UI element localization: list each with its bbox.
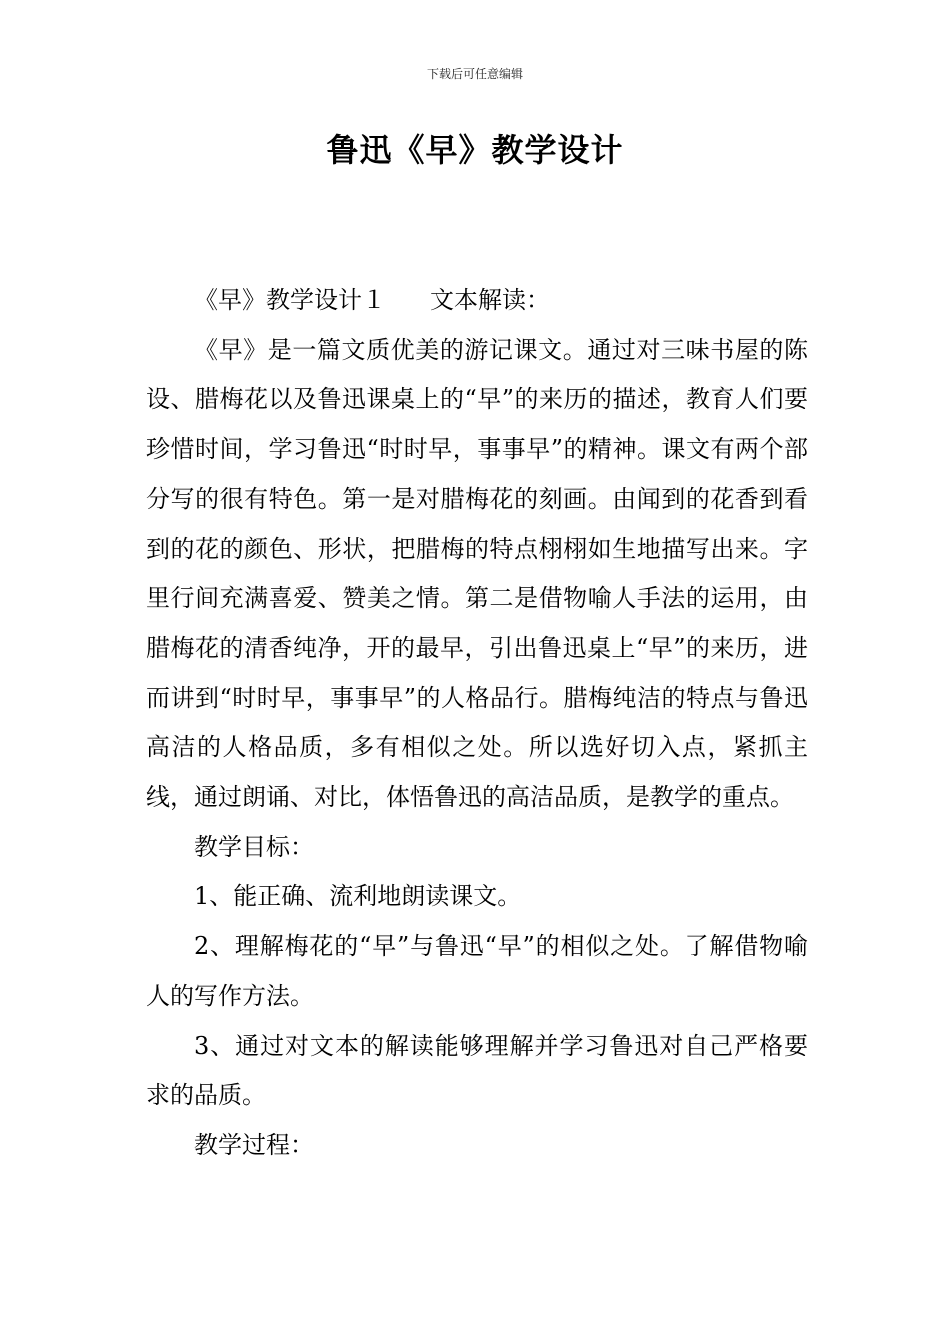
goal-item-2: 2、理解梅花的“早”与鲁迅“早”的相似之处。了解借物喻人的写作方法。 [146, 932, 808, 1010]
heading-teaching-process: 教学过程： [194, 1130, 314, 1159]
text-reading-label: 文本解读： [430, 286, 550, 314]
header-note: 下载后可任意编辑 [426, 67, 523, 81]
goal-item-3: 3、通过对文本的解读能够理解并学习鲁迅对自己严格要求的品质。 [146, 1031, 808, 1110]
heading-teaching-goals: 教学目标： [194, 832, 314, 861]
goal-item-1: 1、能正确、流利地朗读课文。 [194, 882, 522, 911]
document-body [146, 276, 808, 1171]
design-label: 《早》教学设计１ [194, 286, 386, 314]
document-title: 鲁迅《早》教学设计 [326, 131, 624, 169]
paragraph-text-reading: 《早》是一篇文质优美的游记课文。通过对三味书屋的陈设、腊梅花以及鲁迅课桌上的“早”的来历的描述，教育人们要珍惜时间，学习鲁迅“时时早，事事早”的精神。课文有两个部分写的很有特色。第一是对腊梅花的刻画。由闻到的花香到看到的花的颜色、形状，把腊梅的特点栩栩如生地描写出来。字里行间充满喜爱、赞美之情。第二是借物喻人手法的运用，由腊梅花的清香纯净，开的最早，引出鲁迅桌上“早”的来历，进而讲到“时时早，事事早”的人格品行。腊梅纯洁的特点与鲁迅高洁的人格品质，多有相似之处。所以选好切入点，紧抓主线，通过朗诵、对比，体悟鲁迅的高洁品质，是教学的重点。 [146, 335, 808, 812]
section-heading-line [146, 276, 808, 326]
